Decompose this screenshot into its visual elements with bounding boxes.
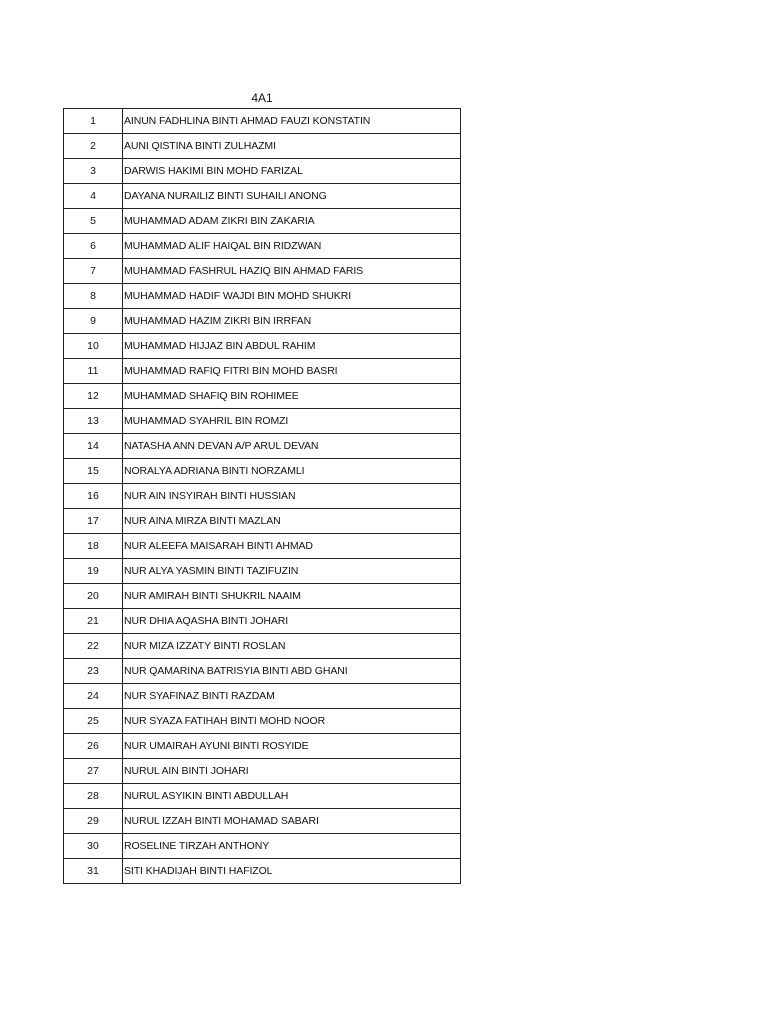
row-number: 31	[64, 859, 123, 884]
row-number: 27	[64, 759, 123, 784]
table-row	[64, 309, 461, 334]
table-row	[64, 459, 461, 484]
student-name: NUR ALEEFA MAISARAH BINTI AHMAD	[123, 534, 461, 559]
student-name: NURUL IZZAH BINTI MOHAMAD SABARI	[123, 809, 461, 834]
row-number: 3	[64, 159, 123, 184]
student-name: NUR SYAFINAZ BINTI RAZDAM	[123, 684, 461, 709]
row-number: 4	[64, 184, 123, 209]
row-number: 29	[64, 809, 123, 834]
row-number: 9	[64, 309, 123, 334]
student-name: MUHAMMAD HADIF WAJDI BIN MOHD SHUKRI	[123, 284, 461, 309]
table-row	[64, 159, 461, 184]
student-list-table	[63, 108, 461, 884]
student-name: AINUN FADHLINA BINTI AHMAD FAUZI KONSTATIN	[123, 109, 461, 134]
table-row	[64, 409, 461, 434]
student-name: NUR MIZA IZZATY BINTI ROSLAN	[123, 634, 461, 659]
table-row	[64, 659, 461, 684]
table-row	[64, 534, 461, 559]
student-name: AUNI QISTINA BINTI ZULHAZMI	[123, 134, 461, 159]
row-number: 10	[64, 334, 123, 359]
table-row	[64, 759, 461, 784]
row-number: 30	[64, 834, 123, 859]
table-row	[64, 359, 461, 384]
row-number: 20	[64, 584, 123, 609]
row-number: 22	[64, 634, 123, 659]
table-row	[64, 109, 461, 134]
table-row	[64, 334, 461, 359]
table-row	[64, 609, 461, 634]
row-number: 11	[64, 359, 123, 384]
table-row	[64, 784, 461, 809]
row-number: 1	[64, 109, 123, 134]
table-row	[64, 184, 461, 209]
row-number: 26	[64, 734, 123, 759]
table-row	[64, 134, 461, 159]
table-row	[64, 634, 461, 659]
table-row	[64, 809, 461, 834]
table-row	[64, 684, 461, 709]
row-number: 16	[64, 484, 123, 509]
row-number: 5	[64, 209, 123, 234]
student-name: NURUL AIN BINTI JOHARI	[123, 759, 461, 784]
student-name: NUR UMAIRAH AYUNI BINTI ROSYIDE	[123, 734, 461, 759]
row-number: 8	[64, 284, 123, 309]
student-name: MUHAMMAD SYAHRIL BIN ROMZI	[123, 409, 461, 434]
student-name: MUHAMMAD FASHRUL HAZIQ BIN AHMAD FARIS	[123, 259, 461, 284]
student-name: DARWIS HAKIMI BIN MOHD FARIZAL	[123, 159, 461, 184]
table-row	[64, 484, 461, 509]
student-name: NUR AINA MIRZA BINTI MAZLAN	[123, 509, 461, 534]
table-row	[64, 834, 461, 859]
student-name: NATASHA ANN DEVAN A/P ARUL DEVAN	[123, 434, 461, 459]
student-name: SITI KHADIJAH BINTI HAFIZOL	[123, 859, 461, 884]
row-number: 13	[64, 409, 123, 434]
student-name: MUHAMMAD HAZIM ZIKRI BIN IRRFAN	[123, 309, 461, 334]
student-name: MUHAMMAD HIJJAZ BIN ABDUL RAHIM	[123, 334, 461, 359]
row-number: 7	[64, 259, 123, 284]
table-row	[64, 559, 461, 584]
row-number: 21	[64, 609, 123, 634]
row-number: 6	[64, 234, 123, 259]
table-row	[64, 284, 461, 309]
row-number: 17	[64, 509, 123, 534]
row-number: 24	[64, 684, 123, 709]
student-name: DAYANA NURAILIZ BINTI SUHAILI ANONG	[123, 184, 461, 209]
row-number: 23	[64, 659, 123, 684]
row-number: 28	[64, 784, 123, 809]
table-row	[64, 859, 461, 884]
table-row	[64, 234, 461, 259]
student-name: NUR ALYA YASMIN BINTI TAZIFUZIN	[123, 559, 461, 584]
table-row	[64, 709, 461, 734]
table-row	[64, 259, 461, 284]
row-number: 12	[64, 384, 123, 409]
student-name: MUHAMMAD SHAFIQ BIN ROHIMEE	[123, 384, 461, 409]
row-number: 14	[64, 434, 123, 459]
row-number: 18	[64, 534, 123, 559]
table-row	[64, 209, 461, 234]
student-name: ROSELINE TIRZAH ANTHONY	[123, 834, 461, 859]
table-row	[64, 384, 461, 409]
student-name: MUHAMMAD ALIF HAIQAL BIN RIDZWAN	[123, 234, 461, 259]
student-name: NORALYA ADRIANA BINTI NORZAMLI	[123, 459, 461, 484]
class-title: 4A1	[251, 91, 273, 105]
student-name: MUHAMMAD RAFIQ FITRI BIN MOHD BASRI	[123, 359, 461, 384]
row-number: 25	[64, 709, 123, 734]
table-row	[64, 584, 461, 609]
table-row	[64, 734, 461, 759]
row-number: 15	[64, 459, 123, 484]
row-number: 19	[64, 559, 123, 584]
student-name: NUR QAMARINA BATRISYIA BINTI ABD GHANI	[123, 659, 461, 684]
student-name: NUR SYAZA FATIHAH BINTI MOHD NOOR	[123, 709, 461, 734]
student-name: NURUL ASYIKIN BINTI ABDULLAH	[123, 784, 461, 809]
table-row	[64, 509, 461, 534]
student-name: NUR AIN INSYIRAH BINTI HUSSIAN	[123, 484, 461, 509]
student-name: NUR AMIRAH BINTI SHUKRIL NAAIM	[123, 584, 461, 609]
table-row	[64, 434, 461, 459]
student-name: MUHAMMAD ADAM ZIKRI BIN ZAKARIA	[123, 209, 461, 234]
student-name: NUR DHIA AQASHA BINTI JOHARI	[123, 609, 461, 634]
student-list-body	[64, 109, 461, 884]
row-number: 2	[64, 134, 123, 159]
